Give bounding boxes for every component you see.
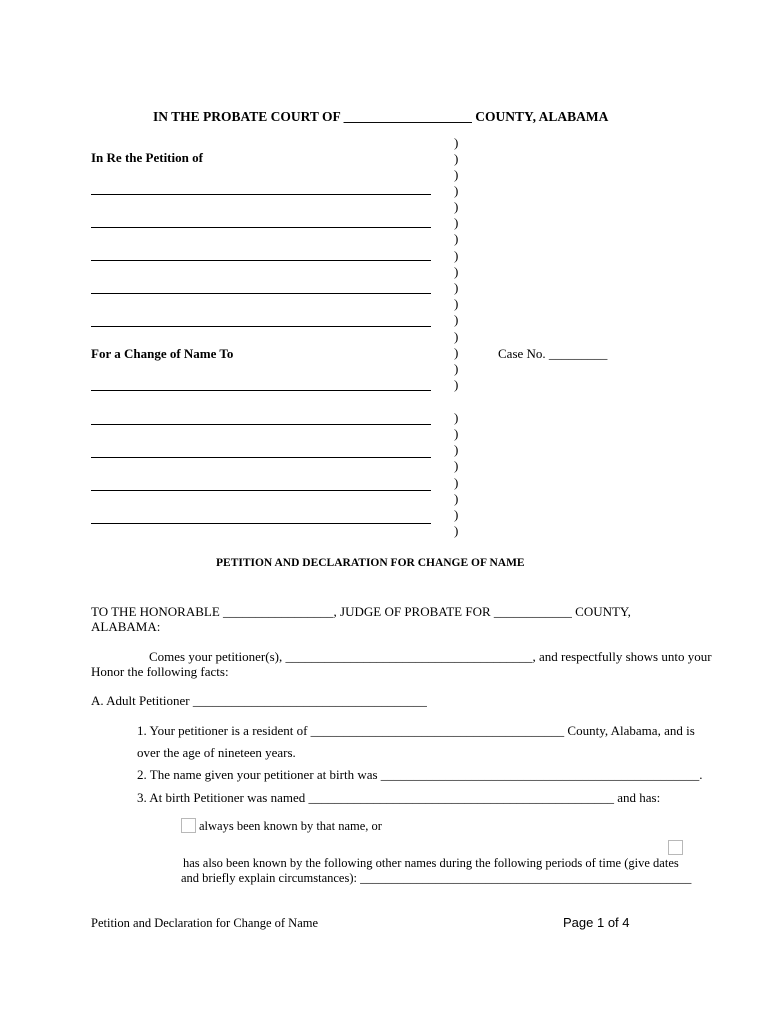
change-to-label: For a Change of Name To — [91, 346, 234, 361]
new-name-line[interactable] — [91, 390, 431, 391]
new-name-line[interactable] — [91, 424, 431, 425]
caption-paren: ) — [454, 507, 459, 522]
option-other-names-line2: and briefly explain circumstances): _____________________________________________________ — [181, 871, 692, 885]
petitioner-name-line[interactable] — [91, 326, 431, 327]
item1-line1: 1. Your petitioner is a resident of _______________________________________ County, Alabama, and is — [137, 723, 695, 738]
caption-paren: ) — [454, 458, 459, 473]
option-other-names-line1: has also been known by the following other names during the following periods of time (give dates — [183, 856, 679, 870]
other-names-checkbox[interactable] — [668, 840, 683, 855]
caption-paren: ) — [454, 426, 459, 441]
item1-line2: over the age of nineteen years. — [137, 745, 296, 760]
caption-paren: ) — [454, 491, 459, 506]
caption-paren: ) — [454, 151, 459, 166]
comes-line2: Honor the following facts: — [91, 664, 229, 679]
caption-paren: ) — [454, 183, 459, 198]
petition-heading: PETITION AND DECLARATION FOR CHANGE OF NAME — [216, 557, 525, 569]
caption-paren: ) — [454, 345, 459, 360]
salutation-line2: ALABAMA: — [91, 619, 161, 634]
petitioner-name-line[interactable] — [91, 293, 431, 294]
caption-paren: ) — [454, 442, 459, 457]
caption-paren: ) — [454, 377, 459, 392]
item2: 2. The name given your petitioner at birth was _________________________________________________. — [137, 767, 703, 782]
caption-paren: ) — [454, 248, 459, 263]
petitioner-name-line[interactable] — [91, 227, 431, 228]
caption-paren: ) — [454, 167, 459, 182]
court-title: IN THE PROBATE COURT OF ___________________ COUNTY, ALABAMA — [153, 109, 609, 124]
caption-paren: ) — [454, 135, 459, 150]
item3: 3. At birth Petitioner was named _______________________________________________ and has: — [137, 790, 661, 805]
comes-line1: Comes your petitioner(s), ______________________________________, and respectfully shows unto your — [149, 649, 712, 664]
new-name-line[interactable] — [91, 490, 431, 491]
petitioner-name-line[interactable] — [91, 260, 431, 261]
in-re-label: In Re the Petition of — [91, 150, 203, 165]
footer-title: Petition and Declaration for Change of Name — [91, 916, 319, 930]
case-number-field[interactable]: Case No. _________ — [498, 346, 608, 361]
caption-paren: ) — [454, 329, 459, 344]
new-name-line[interactable] — [91, 523, 431, 524]
caption-paren: ) — [454, 523, 459, 538]
option-always-known: always been known by that name, or — [199, 819, 382, 833]
caption-paren: ) — [454, 475, 459, 490]
new-name-line[interactable] — [91, 457, 431, 458]
caption-paren: ) — [454, 361, 459, 376]
caption-paren: ) — [454, 264, 459, 279]
caption-paren: ) — [454, 296, 459, 311]
always-known-checkbox[interactable] — [181, 818, 196, 833]
petitioner-name-line[interactable] — [91, 194, 431, 195]
caption-paren: ) — [454, 410, 459, 425]
caption-paren: ) — [454, 215, 459, 230]
salutation-line1: TO THE HONORABLE _________________, JUDGE OF PROBATE FOR ____________ COUNTY, — [91, 604, 631, 619]
caption-paren: ) — [454, 199, 459, 214]
caption-paren: ) — [454, 280, 459, 295]
footer-page-number: Page 1 of 4 — [563, 915, 630, 930]
section-a-label: A. Adult Petitioner ____________________________________ — [91, 693, 427, 708]
caption-paren: ) — [454, 231, 459, 246]
caption-paren: ) — [454, 312, 459, 327]
